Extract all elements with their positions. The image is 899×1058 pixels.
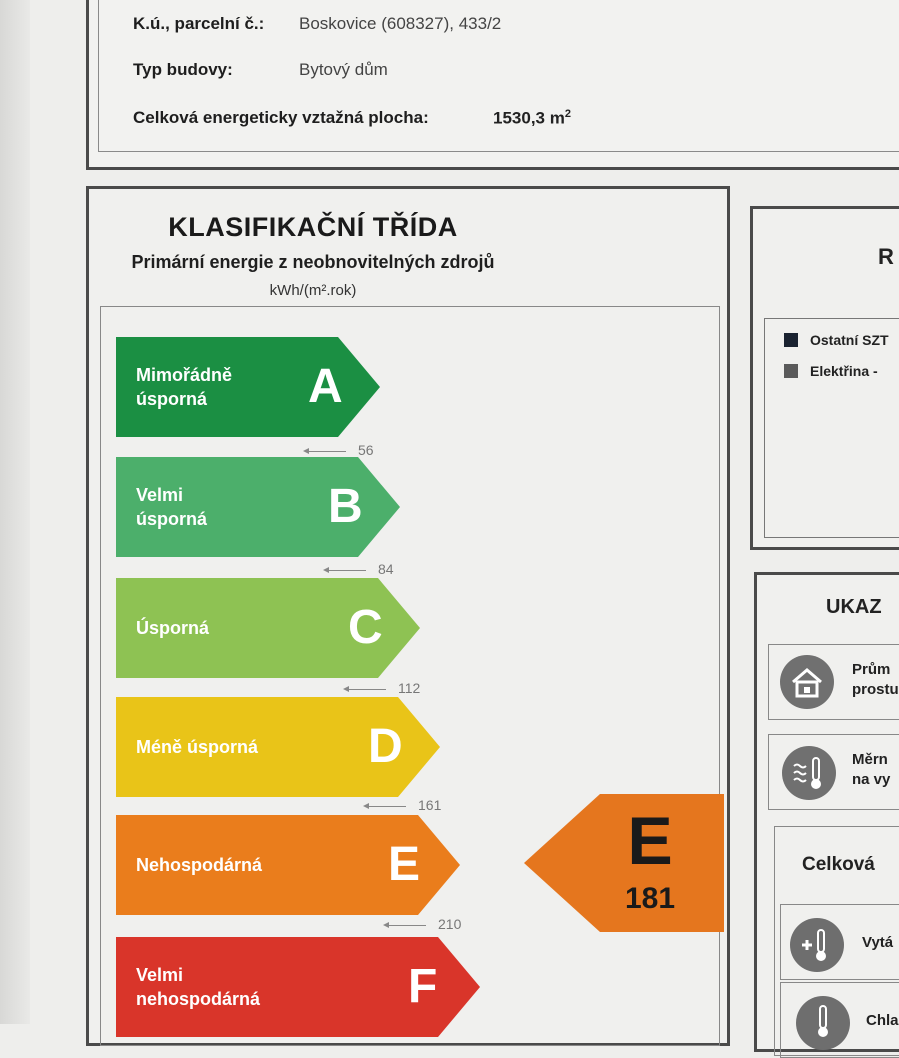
- boundary-value: 56: [358, 442, 374, 458]
- thermometer-plus-icon: [790, 918, 844, 972]
- energy-class-bar-b: [116, 457, 400, 557]
- legend-label: Elektřina -: [810, 363, 878, 379]
- boundary-arrow: [368, 806, 406, 807]
- energy-class-label: Nehospodárná: [136, 855, 263, 875]
- total-energy-title: Celková: [802, 854, 875, 875]
- cadastre-value: Boskovice (608327), 433/2: [299, 14, 502, 33]
- boundary-value: 112: [398, 680, 421, 696]
- energy-class-letter: F: [408, 960, 438, 1013]
- classification-subtitle: Primární energie z neobnovitelných zdrojů: [131, 252, 495, 272]
- energy-class-bar-e: [116, 815, 460, 915]
- energy-class-bar-d: [116, 697, 440, 797]
- legend-swatch: [784, 364, 798, 378]
- energy-source-legend-box: [764, 318, 899, 538]
- energy-class-letter: B: [328, 480, 363, 533]
- info-row-building-type: [133, 60, 388, 80]
- energy-class-label: Mimořádně úsporná: [136, 365, 233, 409]
- result-class-letter: E: [627, 803, 673, 879]
- classification-unit: kWh/(m².rok): [269, 282, 357, 299]
- total-energy-item-label: Vytá: [862, 934, 894, 951]
- energy-class-letter: A: [308, 360, 343, 413]
- legend-label: Ostatní SZT: [810, 332, 889, 348]
- boundary-value: 161: [418, 797, 442, 813]
- cadastre-label: K.ú., parcelní č.:: [133, 14, 265, 33]
- result-value: 181: [624, 882, 676, 915]
- boundary-arrow: [308, 451, 346, 452]
- info-row-area: [133, 108, 571, 128]
- energy-class-label: Méně úsporná: [136, 737, 259, 757]
- building-type-value: Bytový dům: [299, 60, 388, 79]
- thermometer-wave-icon: [782, 746, 836, 800]
- legend-item: [784, 363, 878, 379]
- legend-swatch: [784, 333, 798, 347]
- area-number: 1530,3 m: [493, 108, 565, 128]
- legend-item: [784, 332, 889, 348]
- house-icon: [780, 655, 834, 709]
- area-unit-exponent: 2: [564, 108, 571, 120]
- indicator-text: Měrn na vy: [852, 751, 891, 788]
- boundary-arrow: [388, 925, 426, 926]
- energy-class-bar-f: [116, 937, 480, 1037]
- thermometer-minus-icon: [796, 996, 850, 1050]
- boundary-value: 210: [438, 916, 462, 932]
- energy-class-letter: E: [388, 838, 421, 891]
- boundary-arrow: [328, 570, 366, 571]
- energy-class-label: Velmi úsporná: [136, 485, 208, 529]
- energy-class-label: Úsporná: [136, 618, 210, 638]
- page-edge: [0, 0, 30, 1024]
- area-value: [493, 108, 571, 129]
- indicator-text: Prům prostu: [852, 661, 899, 698]
- energy-class-letter: D: [368, 720, 403, 773]
- total-energy-item-label: Chla: [866, 1012, 899, 1029]
- energy-class-bar-a: [116, 337, 380, 437]
- indicators-title: UKAZ: [826, 596, 882, 618]
- info-row-cadastre: [133, 14, 502, 34]
- energy-class-label: Velmi nehospodárná: [136, 965, 261, 1009]
- energy-class-letter: C: [348, 601, 383, 654]
- boundary-value: 84: [378, 561, 394, 577]
- building-type-label: Typ budovy:: [133, 60, 233, 79]
- area-label: Celková energeticky vztažná plocha:: [133, 108, 429, 127]
- classification-title: KLASIFIKAČNÍ TŘÍDA: [168, 212, 458, 242]
- energy-class-bar-c: [116, 578, 420, 678]
- energy-source-title: R: [878, 244, 894, 269]
- boundary-arrow: [348, 689, 386, 690]
